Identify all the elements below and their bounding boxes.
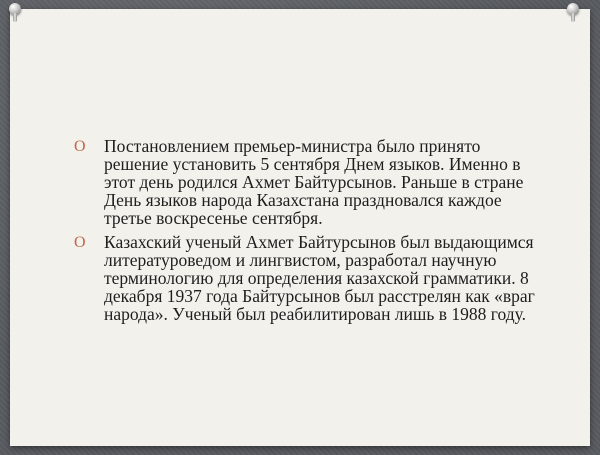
pushpin-icon bbox=[8, 3, 22, 23]
slide-paper bbox=[10, 9, 590, 446]
bullet-text-1: Постановлением премьер-министра было принято решение установить 5 сентября Днем языков. Именно в этот день родился Ахмет Байтурсынов. Раньше в стране День языков народа Казахстана праздновался каждое третье воскресенье сентября. bbox=[104, 136, 524, 228]
bullet-item-1 bbox=[74, 137, 544, 227]
bullet-marker-icon: O bbox=[74, 138, 86, 155]
bullet-list bbox=[74, 137, 544, 329]
pushpin-icon bbox=[566, 3, 580, 23]
bullet-item-2 bbox=[74, 233, 544, 323]
bullet-text-2: Казахский ученый Ахмет Байтурсынов был выдающимся литературоведом и лингвистом, разработал научную терминологию для определения казахской грамматики. 8 декабря 1937 года Байтурсынов был расстрелян как «враг народа». Ученый был реабилитирован лишь в 1988 году. bbox=[104, 232, 535, 324]
bullet-marker-icon: O bbox=[74, 234, 86, 251]
